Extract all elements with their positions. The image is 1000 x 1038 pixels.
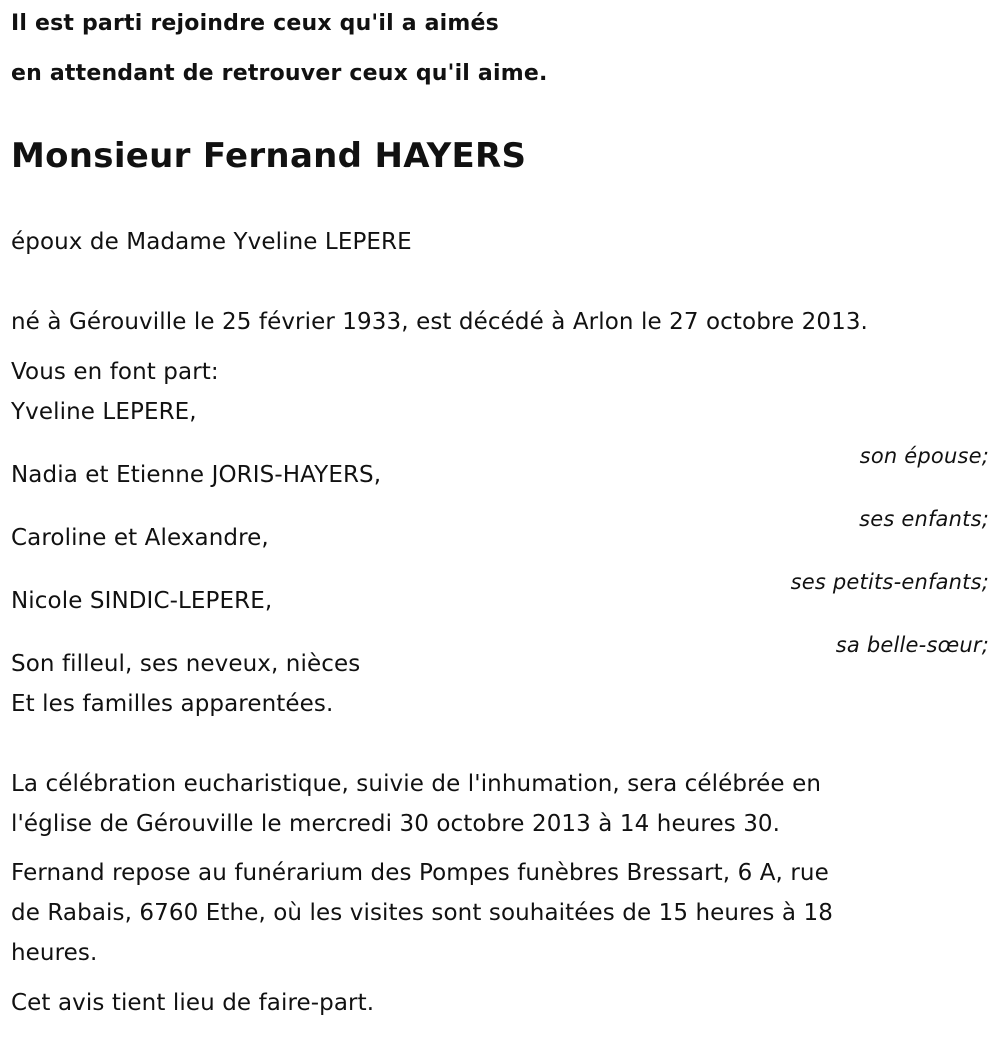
family-member-names: Yveline LEPERE, [11,399,197,425]
visitation-line-1: Fernand repose au funérarium des Pompes funèbres Bressart, 6 A, rue [11,860,829,886]
family-member-relation: sa belle-sœur; [835,633,989,657]
spouse-line: époux de Madame Yveline LEPERE [11,229,412,255]
epitaph-line-1: Il est parti rejoindre ceux qu'il a aimés [11,11,499,36]
visitation-line-2: de Rabais, 6760 Ethe, où les visites sont souhaitées de 15 heures à 18 [11,900,833,926]
deceased-name: Monsieur Fernand HAYERS [11,136,527,176]
family-member-relation: ses enfants; [859,507,989,531]
visitation-line-3: heures. [11,940,98,966]
birth-death-line: né à Gérouville le 25 février 1933, est décédé à Arlon le 27 octobre 2013. [11,309,868,335]
announce-intro: Vous en font part: [11,359,219,385]
family-member-names: Nicole SINDIC-LEPERE, [11,588,273,614]
family-member-relation: son épouse; [859,444,989,468]
extended-family-line-1: Son filleul, ses neveux, nièces [11,651,361,677]
family-member-relation: ses petits-enfants; [790,570,989,594]
closing-line: Cet avis tient lieu de faire-part. [11,990,375,1016]
family-member-names: Nadia et Etienne JORIS-HAYERS, [11,462,382,488]
extended-family-line-2: Et les familles apparentées. [11,691,334,717]
epitaph-line-2: en attendant de retrouver ceux qu'il aime. [11,61,548,86]
family-member-names: Caroline et Alexandre, [11,525,269,551]
ceremony-line-1: La célébration eucharistique, suivie de l'inhumation, sera célébrée en [11,771,822,797]
ceremony-line-2: l'église de Gérouville le mercredi 30 octobre 2013 à 14 heures 30. [11,811,781,837]
